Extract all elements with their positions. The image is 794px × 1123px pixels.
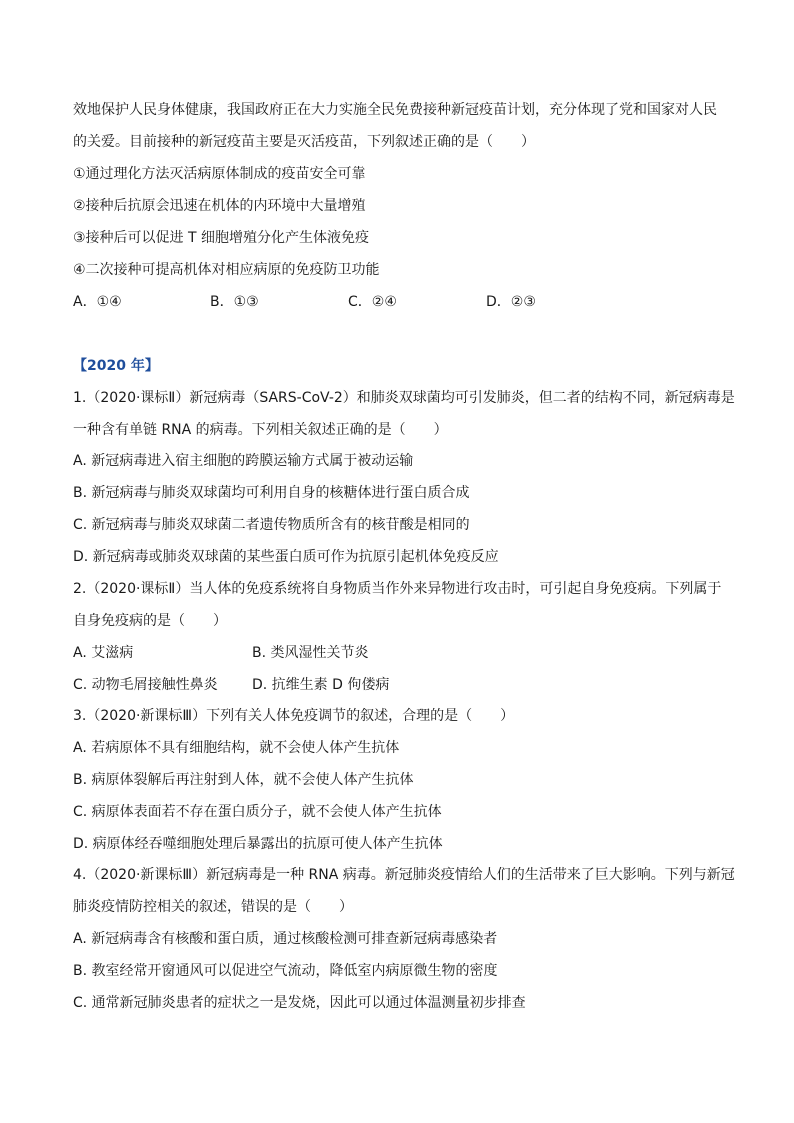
q2-stem-line: 2.（2020·课标Ⅱ）当人体的免疫系统将自身物质当作外来异物进行攻击时，可引起自身免疫病。下列属于: [73, 581, 722, 597]
statement-2: ②接种后抗原会迅速在机体的内环境中大量增殖: [73, 198, 366, 214]
q3-stem-line: 3.（2020·新课标Ⅲ）下列有关人体免疫调节的叙述，合理的是（ ）: [73, 708, 515, 724]
q2-option-d: D. 抗维生素 D 佝偻病: [252, 677, 390, 693]
q2-option-a: A. 艾滋病: [73, 645, 134, 661]
q1-option-c: C. 新冠病毒与肺炎双球菌二者遗传物质所含有的核苷酸是相同的: [73, 517, 470, 533]
q4-option-c: C. 通常新冠肺炎患者的症状之一是发烧，因此可以通过体温测量初步排查: [73, 995, 526, 1011]
option-a: A．①④: [73, 294, 122, 310]
option-b: B．①③: [210, 294, 259, 310]
q2-stem-line: 自身免疫病的是（ ）: [73, 613, 227, 629]
statement-4: ④二次接种可提高机体对相应病原的免疫防卫功能: [73, 262, 380, 278]
q3-option-b: B. 病原体裂解后再注射到人体，就不会使人体产生抗体: [73, 772, 414, 788]
q1-stem-line: 一种含有单链 RNA 的病毒。下列相关叙述正确的是（ ）: [73, 422, 448, 438]
statement-3: ③接种后可以促进 T 细胞增殖分化产生体液免疫: [73, 230, 370, 246]
q2-option-b: B. 类风湿性关节炎: [252, 645, 369, 661]
q1-option-a: A. 新冠病毒进入宿主细胞的跨膜运输方式属于被动运输: [73, 453, 414, 469]
q1-option-b: B. 新冠病毒与肺炎双球菌均可利用自身的核糖体进行蛋白质合成: [73, 485, 470, 501]
question-text-line: 的关爱。目前接种的新冠疫苗主要是灭活疫苗，下列叙述正确的是（ ）: [73, 134, 535, 150]
statement-1: ①通过理化方法灭活病原体制成的疫苗安全可靠: [73, 166, 366, 182]
q1-option-d: D. 新冠病毒或肺炎双球菌的某些蛋白质可作为抗原引起机体免疫反应: [73, 549, 499, 565]
q4-stem-line: 4.（2020·新课标Ⅲ）新冠病毒是一种 RNA 病毒。新冠肺炎疫情给人们的生活带来了巨大影响。下列与新冠: [73, 867, 735, 883]
q4-option-b: B. 教室经常开窗通风可以促进空气流动，降低室内病原微生物的密度: [73, 963, 498, 979]
q3-option-d: D. 病原体经吞噬细胞处理后暴露出的抗原可使人体产生抗体: [73, 836, 443, 852]
option-c: C．②④: [348, 294, 397, 310]
section-title: 【2020 年】: [73, 358, 159, 374]
q1-stem-line: 1.（2020·课标Ⅱ）新冠病毒（SARS-CoV-2）和肺炎双球菌均可引发肺炎，但二者的结构不同，新冠病毒是: [73, 390, 735, 406]
question-text-line: 效地保护人民身体健康，我国政府正在大力实施全民免费接种新冠疫苗计划，充分体现了党和国家对人民: [73, 102, 717, 118]
q3-option-a: A. 若病原体不具有细胞结构，就不会使人体产生抗体: [73, 740, 400, 756]
q2-option-c: C. 动物毛屑接触性鼻炎: [73, 677, 218, 693]
option-d: D．②③: [486, 294, 536, 310]
q4-option-a: A. 新冠病毒含有核酸和蛋白质，通过核酸检测可排查新冠病毒感染者: [73, 931, 498, 947]
q4-stem-line: 肺炎疫情防控相关的叙述，错误的是（ ）: [73, 899, 353, 915]
q3-option-c: C. 病原体表面若不存在蛋白质分子，就不会使人体产生抗体: [73, 804, 442, 820]
